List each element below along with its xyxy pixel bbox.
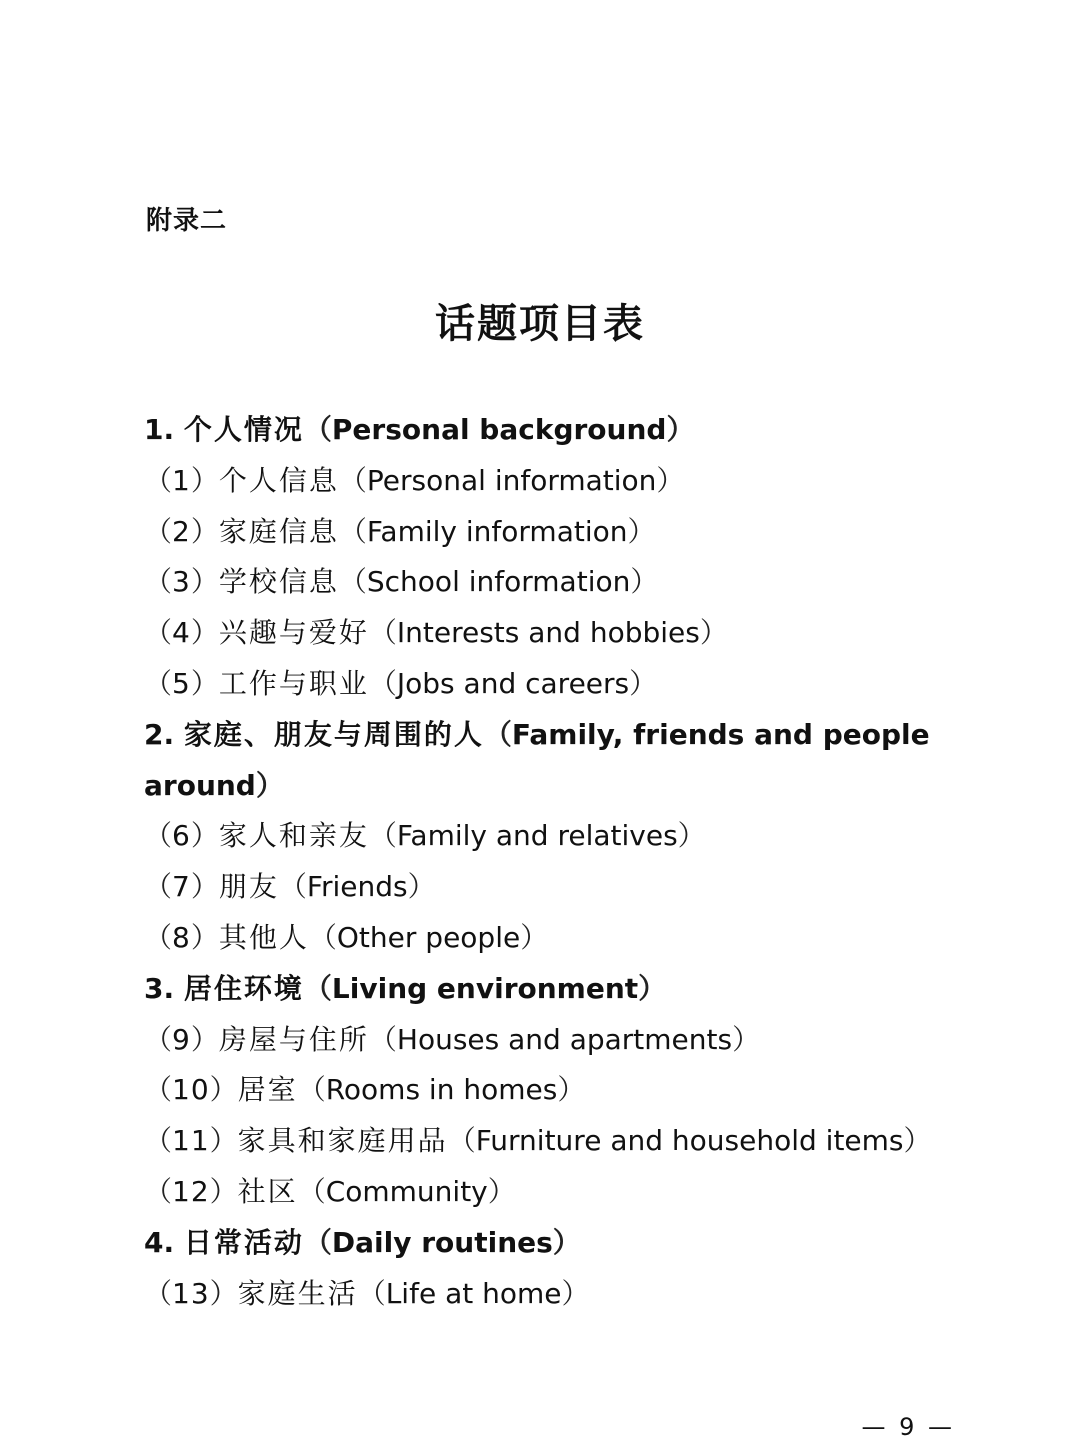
open-paren: （ [357, 1276, 386, 1310]
item-title-zh: 社区 [237, 1174, 298, 1208]
close-paren: ） [209, 1073, 238, 1107]
close-paren: ） [487, 1174, 516, 1208]
topic-item [144, 557, 954, 608]
item-number: 13 [172, 1276, 210, 1310]
item-number: 9 [172, 1022, 191, 1056]
open-paren: （ [144, 1073, 173, 1107]
open-paren: （ [144, 1022, 173, 1056]
appendix-label: 附录二 [146, 206, 228, 236]
open-paren: （ [303, 971, 332, 1005]
item-title-zh: 家庭信息 [218, 514, 339, 548]
open-paren: （ [483, 717, 512, 751]
item-title-en: Interests and hobbies [396, 616, 700, 650]
topic-item [144, 1065, 954, 1116]
item-title-zh: 学校信息 [218, 565, 339, 599]
topic-item [144, 913, 954, 964]
topic-list [144, 405, 954, 1319]
open-paren: （ [297, 1073, 326, 1107]
section-heading [144, 710, 954, 812]
section-heading [144, 964, 954, 1015]
item-number: 12 [172, 1174, 210, 1208]
item-title-en: Life at home [385, 1276, 562, 1310]
close-paren: ） [190, 666, 219, 700]
item-number: 1 [172, 463, 191, 497]
close-paren: ） [190, 819, 219, 853]
item-title-zh: 个人信息 [218, 463, 339, 497]
close-paren: ） [520, 920, 549, 954]
section-heading [144, 405, 954, 456]
section-title-zh: 个人情况 [183, 413, 304, 446]
open-paren: （ [303, 1225, 332, 1259]
page-number: — 9 — [861, 1413, 955, 1441]
open-paren: （ [144, 1174, 173, 1208]
topic-item [144, 507, 954, 558]
item-title-en: Personal information [366, 463, 657, 497]
item-title-en: Houses and apartments [396, 1022, 733, 1056]
section-title-zh: 家庭、朋友与周围的人 [183, 717, 484, 751]
open-paren: （ [144, 1124, 173, 1158]
close-paren: ） [699, 616, 728, 650]
close-paren: ） [209, 1174, 238, 1208]
close-paren: ） [903, 1124, 932, 1158]
section-number: 4. [144, 1225, 175, 1259]
close-paren: ） [190, 1022, 219, 1056]
item-title-en: Family and relatives [396, 819, 678, 853]
close-paren: ） [666, 413, 695, 446]
open-paren: （ [338, 463, 367, 497]
item-number: 3 [172, 565, 191, 599]
close-paren: ） [552, 1225, 581, 1259]
close-paren: ） [190, 920, 219, 954]
topic-item [144, 1167, 954, 1218]
item-title-en: School information [366, 565, 631, 599]
topic-item [144, 862, 954, 913]
item-title-zh: 家具和家庭用品 [237, 1124, 448, 1158]
close-paren: ） [561, 1276, 590, 1310]
close-paren: ） [627, 514, 656, 548]
close-paren: ） [629, 666, 658, 700]
page-title: 话题项目表 [435, 300, 645, 347]
item-title-en: Family information [366, 514, 628, 548]
item-title-en: Rooms in homes [325, 1073, 558, 1107]
open-paren: （ [144, 565, 173, 599]
item-number: 7 [172, 870, 191, 904]
open-paren: （ [368, 666, 397, 700]
open-paren: （ [338, 514, 367, 548]
item-number: 8 [172, 920, 191, 954]
close-paren: ） [209, 1276, 238, 1310]
topic-item [144, 1269, 954, 1320]
open-paren: （ [278, 870, 307, 904]
item-title-en: Community [325, 1174, 488, 1208]
close-paren: ） [190, 870, 219, 904]
open-paren: （ [144, 616, 173, 650]
topic-item [144, 1015, 954, 1066]
item-title-zh: 工作与职业 [218, 666, 369, 700]
open-paren: （ [144, 819, 173, 853]
open-paren: （ [447, 1124, 476, 1158]
topic-item [144, 456, 954, 507]
open-paren: （ [144, 870, 173, 904]
section-title-en: Family, friends and people around [144, 717, 930, 802]
open-paren: （ [338, 565, 367, 599]
item-title-zh: 居室 [237, 1073, 298, 1107]
topic-item [144, 1116, 954, 1167]
item-title-zh: 其他人 [218, 920, 309, 954]
item-title-zh: 家人和亲友 [218, 819, 369, 853]
close-paren: ） [190, 616, 219, 650]
item-number: 10 [172, 1073, 210, 1107]
item-title-zh: 朋友 [218, 870, 279, 904]
close-paren: ） [638, 971, 667, 1005]
open-paren: （ [368, 819, 397, 853]
section-title-zh: 日常活动 [183, 1225, 304, 1259]
close-paren: ） [190, 463, 219, 497]
section-title-en: Living environment [331, 971, 639, 1005]
open-paren: （ [144, 1276, 173, 1310]
item-number: 2 [172, 514, 191, 548]
close-paren: ） [656, 463, 685, 497]
open-paren: （ [144, 463, 173, 497]
section-heading [144, 1218, 954, 1269]
close-paren: ） [190, 565, 219, 599]
item-title-en: Friends [306, 870, 408, 904]
close-paren: ） [732, 1022, 761, 1056]
section-number: 1. [144, 413, 175, 446]
item-title-en: Furniture and household items [475, 1124, 904, 1158]
topic-item [144, 608, 954, 659]
item-title-zh: 房屋与住所 [218, 1022, 369, 1056]
item-title-en: Other people [336, 920, 521, 954]
close-paren: ） [209, 1124, 238, 1158]
section-title-zh: 居住环境 [183, 971, 304, 1005]
item-number: 5 [172, 666, 191, 700]
open-paren: （ [308, 920, 337, 954]
item-number: 6 [172, 819, 191, 853]
close-paren: ） [407, 870, 436, 904]
open-paren: （ [303, 413, 332, 446]
close-paren: ） [557, 1073, 586, 1107]
open-paren: （ [297, 1174, 326, 1208]
section-title-en: Daily routines [331, 1225, 553, 1259]
close-paren: ） [255, 768, 284, 802]
item-title-en: Jobs and careers [396, 666, 630, 700]
item-title-zh: 兴趣与爱好 [218, 616, 369, 650]
close-paren: ） [190, 514, 219, 548]
topic-item [144, 659, 954, 710]
section-number: 3. [144, 971, 175, 1005]
open-paren: （ [368, 616, 397, 650]
open-paren: （ [368, 1022, 397, 1056]
open-paren: （ [144, 920, 173, 954]
close-paren: ） [630, 565, 659, 599]
open-paren: （ [144, 514, 173, 548]
section-title-en: Personal background [331, 413, 667, 446]
item-number: 11 [172, 1124, 210, 1158]
topic-item [144, 811, 954, 862]
item-number: 4 [172, 616, 191, 650]
open-paren: （ [144, 666, 173, 700]
close-paren: ） [677, 819, 706, 853]
item-title-zh: 家庭生活 [237, 1276, 358, 1310]
section-number: 2. [144, 717, 175, 751]
